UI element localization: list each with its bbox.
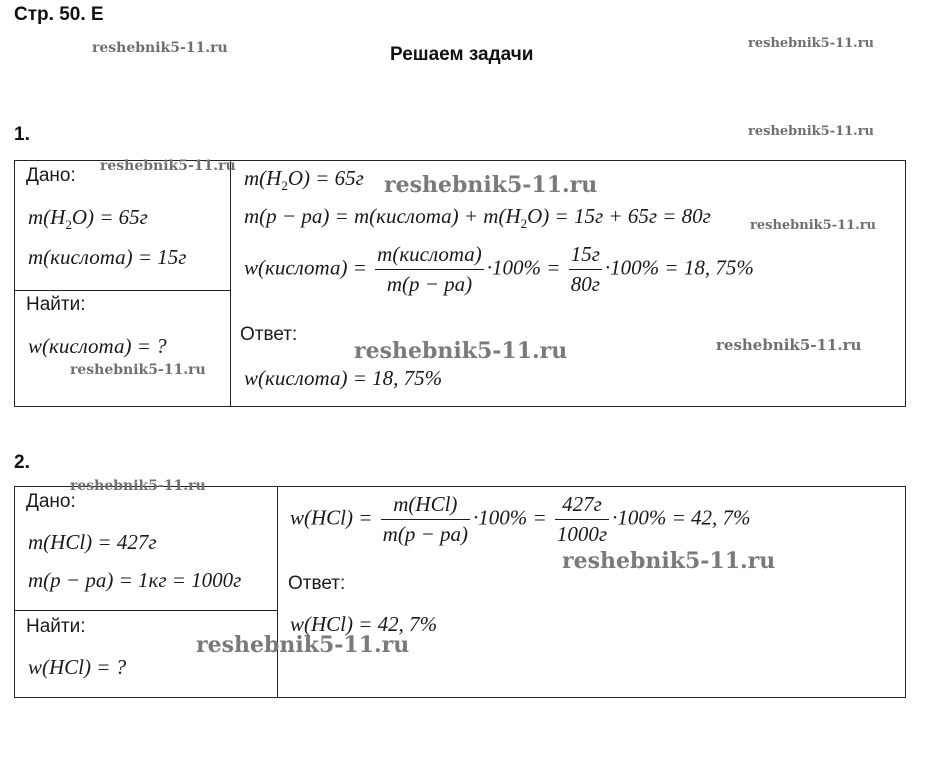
problem-1-solution-line-2: m(р − ра) = m(кислота) + $m(H_2O) = 15г + 65г = 80г$ <box>244 204 711 232</box>
watermark: reshebnik5-11.ru <box>750 218 877 233</box>
problem-2-given-label: Дано: <box>26 491 76 512</box>
problem-1-answer-label: Ответ: <box>240 324 298 345</box>
watermark: reshebnik5-11.ru <box>716 336 862 354</box>
problem-1-solution-line-1: $m(H_2O) = 65г$ <box>244 166 364 194</box>
fraction: $\frac{\text{m(кислота)}}{m(р - ра)}$ <box>377 242 482 296</box>
problem-2-find: w(HCl) = ? <box>28 655 127 679</box>
watermark: reshebnik5-11.ru <box>748 36 875 51</box>
problem-2-number: 2. <box>14 452 30 473</box>
problem-1-answer: w(кислота) = 18, 75% <box>244 366 443 390</box>
problem-1-given-label: Дано: <box>26 165 76 186</box>
problem-1-column-divider <box>230 160 231 407</box>
problem-2-answer: w(HCl) = 42, 7% <box>290 612 438 636</box>
watermark: reshebnik5-11.ru <box>92 40 228 56</box>
problem-2-row-divider <box>14 610 277 611</box>
problem-1-given-water-mass: $m(H_2O) = 65г$ <box>28 205 148 233</box>
problem-2-given-solution-mass: m(р − ра) = 1кг = 1000г <box>28 568 242 592</box>
problem-1-given-acid-mass: m(кислота) = 15г <box>28 245 187 269</box>
problem-2-column-divider <box>277 486 278 698</box>
watermark: reshebnik5-11.ru <box>354 338 568 364</box>
problem-2-solution-line-1: w(HCl) = $\frac{\text{m(HCl)}}{m(р - ра)}$ ·100% = $\frac{427г}{1000г}$ ·100% = 42, 7% <box>290 492 751 546</box>
problem-1-number: 1. <box>14 124 30 145</box>
problem-1-find-label: Найти: <box>26 294 86 315</box>
problem-2-given-hcl-mass: m(HCl) = 427г <box>28 530 157 554</box>
page-header: Стр. 50. Е <box>14 4 104 25</box>
watermark: reshebnik5-11.ru <box>562 548 776 574</box>
problem-2-find-label: Найти: <box>26 616 86 637</box>
watermark: reshebnik5-11.ru <box>70 362 206 378</box>
problem-2-answer-label: Ответ: <box>288 573 346 594</box>
page-title: Решаем задачи <box>390 44 534 65</box>
fraction: $\frac{15г}{80г}$ <box>570 242 600 296</box>
problem-1-solution-line-3: w(кислота) = $\frac{\text{m(кислота)}}{m(р - ра)}$ ·100% = $\frac{15г}{80г}$ ·100% = 18, 75% <box>244 242 754 296</box>
watermark: reshebnik5-11.ru <box>748 124 875 139</box>
watermark: reshebnik5-11.ru <box>384 172 598 198</box>
problem-1-find: w(кислота) = ? <box>28 334 167 358</box>
fraction: $\frac{\text{m(HCl)}}{m(р - ра)}$ <box>382 492 468 546</box>
watermark: reshebnik5-11.ru <box>70 478 206 494</box>
watermark: reshebnik5-11.ru <box>196 632 410 658</box>
problem-1-row-divider <box>14 290 230 291</box>
watermark: reshebnik5-11.ru <box>100 158 236 174</box>
fraction: $\frac{427г}{1000г}$ <box>556 492 608 546</box>
